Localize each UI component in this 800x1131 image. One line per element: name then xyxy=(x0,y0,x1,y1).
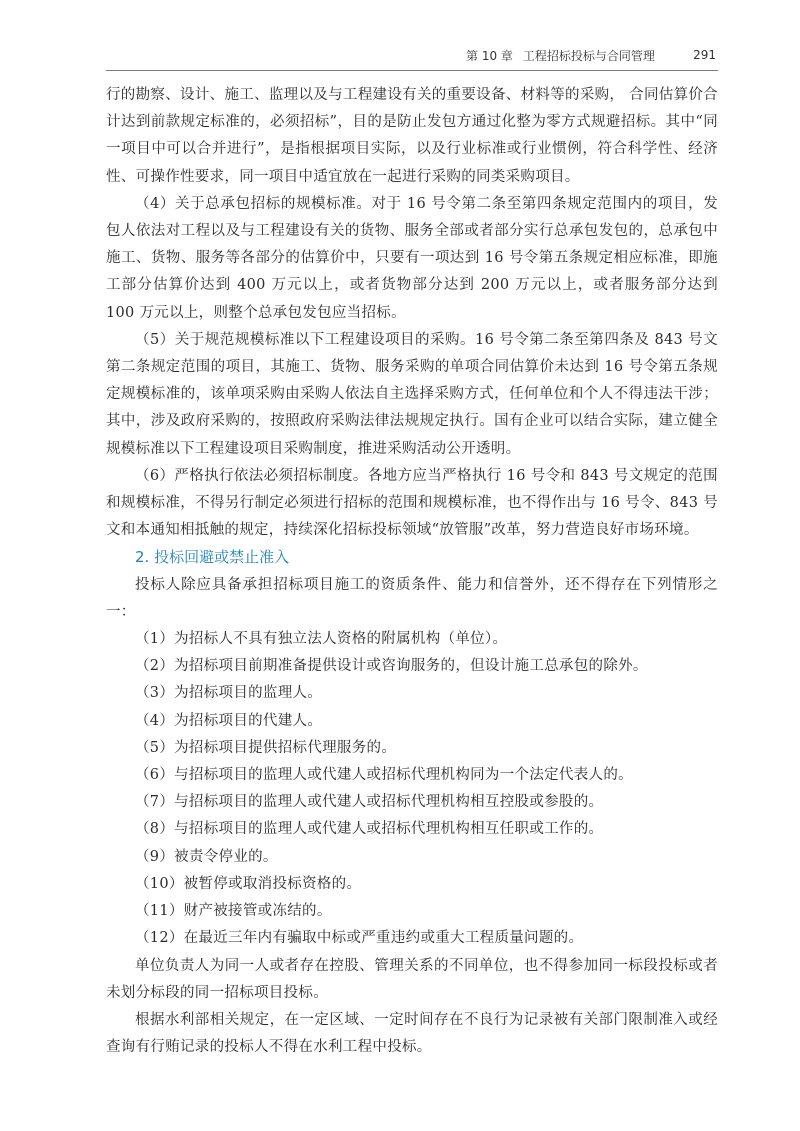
paragraph-item-5: （5）关于规范规模标准以下工程建设项目的采购。16 号令第二条至第四条及 843 号文第二条规定范围的项目，其施工、货物、服务采购的单项合同估算价未达到 16 号令第五条规定规模标准的，该单项采购由采购人依法自主选择采购方式，任何单位和个人不得违法干涉；其中，涉及政府采购的，按照政府采购法律法规规定执行。国有企业可以结合实际，建立健全规模标准以下工程建设项目采购制度，推进采购活动公开透明。 xyxy=(106,331,718,457)
list-item: （9）被责令停业的。 xyxy=(135,848,278,865)
list-item: （8）与招标项目的监理人或代建人或招标代理机构相互任职或工作的。 xyxy=(135,821,604,838)
paragraph-unit-head: 单位负责人为同一人或者存在控股、管理关系的不同单位，也不得参加同一标段投标或者未划分标段的同一招标项目投标。 xyxy=(106,957,718,1001)
paragraph-item-4: （4）关于总承包招标的规模标准。对于 16 号令第二条至第四条规定范围内的项目，发包人依法对工程以及与工程建设有关的货物、服务全部或者部分实行总承包发包的，总承包中施工、货物、服务等各部分的估算价中，只要有一项达到 16 号令第五条规定相应标准，即施工部分估算价达到 400 万元以上，或者货物部分达到 200 万元以上，或者服务部分达到 100 万元以上，则整个总承包发包应当招标。 xyxy=(106,195,718,321)
list-item: （4）为招标项目的代建人。 xyxy=(135,712,323,729)
list-item: （3）为招标项目的监理人。 xyxy=(135,685,323,702)
list-item: （5）为招标项目提供招标代理服务的。 xyxy=(135,739,397,756)
paragraph-item-6: （6）严格执行依法必须招标制度。各地方应当严格执行 16 号令和 843 号文规定的范围和规模标准，不得另行制定必须进行招标的范围和规模标准，也不得作出与 16 号令、843 号文和本通知相抵触的规定，持续深化招标投标领域“放管服”改革，努力营造良好市场环境。 xyxy=(106,467,718,539)
paragraph-water-ministry: 根据水利部相关规定，在一定区域、一定时间存在不良行为记录被有关部门限制准入或经查询有行贿记录的投标人不得在水利工程中投标。 xyxy=(106,1011,718,1056)
chapter-label: 第 10 章 xyxy=(466,48,513,63)
list-item: （1）为招标人不具有独立法人资格的附属机构（单位）。 xyxy=(135,631,508,648)
paragraph-continued: 行的勘察、设计、施工、监理以及与工程建设有关的重要设备、材料等的采购， 合同估算价合计达到前款规定标准的，必须招标”，目的是防止发包方通过化整为零方式规避招标。其中“同一项目中可以合并进行”，是指根据项目实际，以及行业标准或行业惯例，符合科学性、经济性、可操作性要求，同一项目中适宜放在一起进行采购的同类采购项目。 xyxy=(106,87,718,185)
list-item: （10）被暂停或取消投标资格的。 xyxy=(135,875,362,892)
running-header xyxy=(466,44,716,66)
paragraph-intro: 投标人除应具备承担招标项目施工的资质条件、能力和信誉外，还不得存在下列情形之一： xyxy=(106,576,718,620)
list-item: （6）与招标项目的监理人或代建人或招标代理机构同为一个法定代表人的。 xyxy=(135,767,633,784)
header-rule xyxy=(106,70,718,71)
chapter-title: 工程招标投标与合同管理 xyxy=(522,48,655,63)
list-item: （2）为招标项目前期准备提供设计或咨询服务的，但设计施工总承包的除外。 xyxy=(135,658,648,675)
body-text xyxy=(106,82,718,1061)
list-item: （11）财产被接管或冻结的。 xyxy=(135,903,332,920)
list-item: （12）在最近三年内有骗取中标或严重违约或重大工程质量问题的。 xyxy=(135,930,584,947)
page-number: 291 xyxy=(693,48,716,62)
section-heading: 2. 投标回避或禁止准入 xyxy=(135,548,290,567)
list-item: （7）与招标项目的监理人或代建人或招标代理机构相互控股或参股的。 xyxy=(135,794,604,811)
